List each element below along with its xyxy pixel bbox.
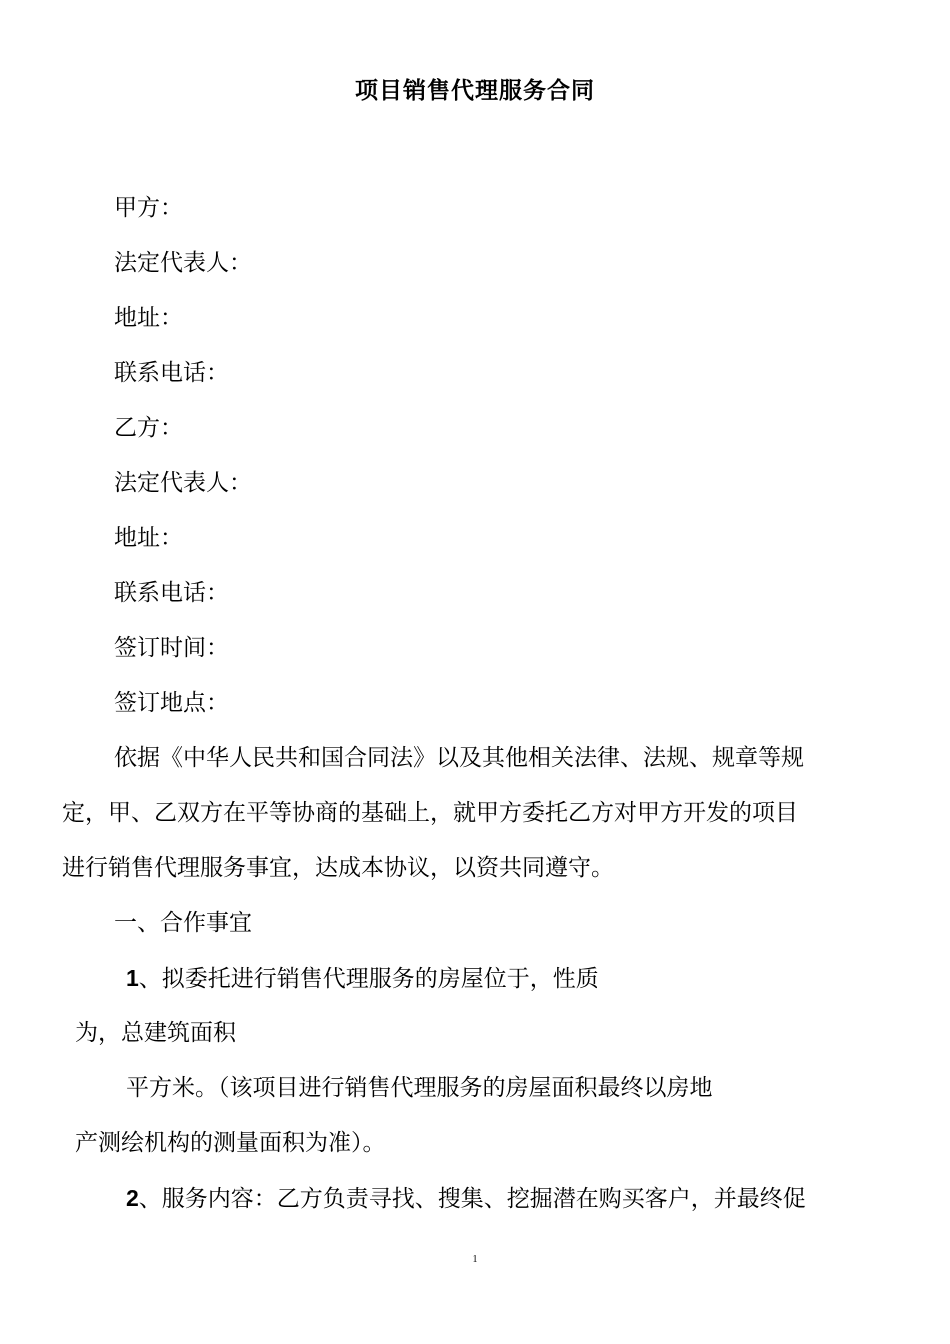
clause-text: 、拟委托进行销售代理服务的房屋位于，性质	[138, 966, 599, 992]
sign-time-label: 签订时间：	[114, 635, 229, 661]
party-b-label: 乙方：	[114, 415, 183, 441]
party-a-label: 甲方：	[114, 195, 183, 221]
clause-2-line-1	[126, 1183, 806, 1214]
preamble-line: 定，甲、乙双方在平等协商的基础上，就甲方委托乙方对甲方开发的项目	[62, 800, 798, 826]
clause-number: 2	[126, 1185, 139, 1211]
party-a-address-label: 地址：	[114, 305, 183, 331]
party-a-phone-label: 联系电话：	[114, 360, 229, 386]
clause-1-line-2: 为，总建筑面积	[75, 1020, 236, 1046]
party-a-rep-label: 法定代表人：	[114, 250, 252, 276]
document-title: 项目销售代理服务合同	[355, 78, 595, 104]
party-b-rep-label: 法定代表人：	[114, 470, 252, 496]
preamble-line: 进行销售代理服务事宜，达成本协议，以资共同遵守。	[62, 855, 614, 881]
preamble-line: 依据《中华人民共和国合同法》以及其他相关法律、法规、规章等规	[114, 745, 804, 771]
party-b-phone-label: 联系电话：	[114, 580, 229, 606]
sign-place-label: 签订地点：	[114, 690, 229, 716]
clause-1-line-4: 产测绘机构的测量面积为准）。	[75, 1130, 386, 1156]
clause-1-line-1	[126, 963, 599, 994]
section-heading: 一、合作事宜	[114, 910, 252, 936]
clause-1-line-3: 平方米。（该项目进行销售代理服务的房屋面积最终以房地	[126, 1075, 713, 1101]
clause-text: 、服务内容：乙方负责寻找、搜集、挖掘潜在购买客户，并最终促	[138, 1186, 806, 1212]
party-b-address-label: 地址：	[114, 525, 183, 551]
page-number: 1	[472, 1254, 478, 1265]
clause-number: 1	[126, 965, 139, 991]
